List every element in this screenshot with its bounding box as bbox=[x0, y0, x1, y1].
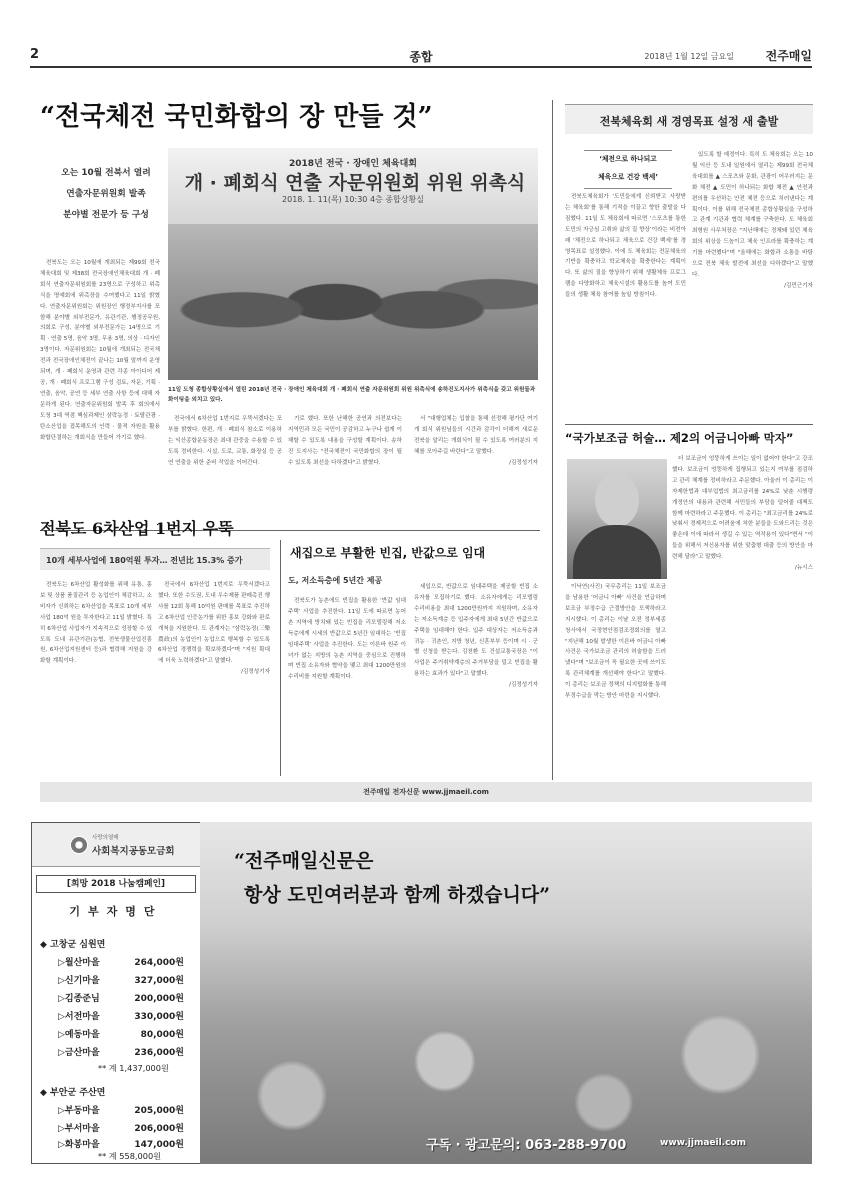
photo-banner-main: 개 · 폐회식 연출 자문위원회 위원 위촉식 bbox=[184, 172, 526, 194]
photo-crowd bbox=[168, 224, 538, 380]
divider bbox=[280, 540, 281, 776]
lead-col2-text: 전국에서 6차산업 1번지로 우뚝서겠다는 포부를 밝혔다. 한편, 개 · 폐회식 참소로 이용하는 익산종합운동장은 최대 관중을 수용할 수 있도록 정비한다. 시설, 도로, 교통, 화장실 등 공연 연출을 위한 준비 작업을 이어간다. bbox=[168, 416, 282, 466]
lead-column-4 bbox=[414, 414, 538, 526]
lead-col1-text: 전북도는 오는 10월에 개최되는 제99회 전국체육대회 및 제38회 전국장애인체육대회 개 · 폐회식 연출자문위원회를 23명으로 구성하고 위촉식을 명예회에 위촉장을 수여했다고 11일 밝혔다. 연출자문위원회는 위원장인 행정부지사를 포함해 분야별 외부전문가, 유관기관, 행정공무원, 의회로 구성, 분야별 외부전문가는 14명으로 기획 · 연출 5명, 음악 3명, 무용 3명, 의상 · 디자인 3명이다. 자문위원회는 10월에 개최되는 전국체전과 전국장애인체전이 끝나는 10월 말까지 운영되며, 개 · 폐회식 운영과 관련 각종 아이디어 제공, 개 · 폐회식 프로그램 구성 검토, 자문, 기획 · 연출, 음악, 공연 등 세부 연출 사항 등에 대해 자문하게 된다. 연출자문위원회 발족 후 회의에서 도청 3대 역점 핵심과제인 삼락농정 · 토탈관광 · 탄소산업을 접목해도의 인력 · 물적 자원을 활용 화합단결하는 개회식을 만들어 가기로 했다. bbox=[40, 260, 160, 441]
page-number: 2 bbox=[30, 47, 40, 62]
sixth-industry-deck bbox=[40, 548, 270, 570]
housing-headline: 새집으로 부활한 빈집, 반값으로 임대 bbox=[290, 546, 486, 560]
e-paper-strip bbox=[40, 782, 812, 802]
ad-contact: 구독 · 광고문의: 063-288-9700 bbox=[426, 1138, 627, 1153]
subsidy-byline: /뉴시스 bbox=[794, 565, 813, 572]
divider bbox=[584, 188, 672, 189]
donor-name: ▷서전마을 bbox=[58, 1012, 100, 1022]
lead-headline: “전국체전 국민화합의 장 만들 것” bbox=[40, 102, 433, 132]
sports-column-1 bbox=[565, 192, 686, 416]
donor-name: ▷금산마을 bbox=[58, 1048, 100, 1058]
subsidy-headline: “국가보조금 허술… 제2의 어금니아빠 막자” bbox=[565, 431, 794, 445]
subsidy-column-1 bbox=[565, 582, 666, 776]
sixth-byline: /김정성기자 bbox=[241, 669, 270, 676]
ad-slogan-line-2: 항상 도민여러분과 함께 하겠습니다” bbox=[244, 884, 551, 906]
lead-col3-text: 기로 했다. 또한 난해한 공연과 의전보다는 지역민과 모든 국민이 공감하고 누구나 쉽게 이해할 수 있도록 내용을 구성할 계획이다. 송하진 도지사는 "전국체전이 국민화합의 장이 될 수 있도록 최선을 다하겠다"고 밝혔다. bbox=[288, 416, 402, 466]
prime-minister-photo bbox=[567, 459, 667, 579]
sports-subhead: 체육으로 건강 백세’ bbox=[598, 173, 658, 181]
sports-column-2 bbox=[692, 150, 813, 418]
donor-name: ▷부서마을 bbox=[58, 1124, 100, 1134]
donor-list-box bbox=[31, 822, 201, 1164]
lead-byline: /김정성기자 bbox=[509, 459, 538, 466]
donor-amount: 206,000원 bbox=[134, 1124, 184, 1134]
section-label: 종합 bbox=[409, 50, 433, 64]
sports-col1-text: 전북도체육회가 ‘도민들에게 신뢰받고 사랑받는 체육회’를 통해 기적을 이끌고 향한 출발을 다짐했다. 11일 도 체육회에 따르면 ‘스포츠를 통한 도민의 자긍심 고취와 삶의 질 향상’이라는 비전아래 ‘체전으로 하나되고 체육으로 건강 백세’를 경영목표로 설정했다. 이에 도 체육회는 전문체육의 기반을 확충하고 학교체육을 확충한다는 계획이다. 또 삶의 질을 향상하기 위해 생활체육 프로그램을 다양화하고 체육시설의 활용도를 높여 도민들의 생활 체육 참여를 높일 방침이다. bbox=[565, 194, 686, 299]
lead-col4-text: 서 "대행업체는 입찰을 통해 선정해 평가단 여기 개 회식 위원님들의 시간과 감각이 더해져 새로운 전북을 알리는 개회식이 될 수 있도록 여러분의 지혜를 모아주길 바란다"고 말했다. bbox=[414, 416, 538, 455]
sixth-col1-text: 전북도는 6차산업 활성화를 위해 유통, 홍보 및 상품 품질관리 등 농업인이 체감하고, 소비자가 신뢰하는 6차산업을 목표로 10개 세부사업 180억 원을 투자한다고 11일 밝혔다. 특히 6차산업 사업자가 지속적으로 성장할 수 있도록 도내 유관기관(농협, 전북생물산업진흥원, 6차산업지원센터 등)과 협력해 지원을 강화할 계획이다. bbox=[40, 582, 152, 665]
page-header bbox=[30, 46, 812, 68]
donor-amount: 236,000원 bbox=[134, 1048, 184, 1058]
sports-col2-text: 있도록 할 예정이다. 특히 도 체육회는 오는 10월 익산 등 도내 일원에서 열리는 제99회 전국체육대회를 ▲ 스포츠와 문화, 관광이 어우러지는 문화 체전 ▲ 도민이 하나되는 화합 체전 ▲ 안전과 편의를 우선하는 안전 체전 등으로 치러낸다는 계획이다. 이를 위해 전국체전 종합상황실을 구성하고 관계 기관과 협력 체계를 구축한다. 도 체육회 최형원 사무처장은 "지난해에는 정체돼 있던 체육회의 위상을 드높이고 체육 인프라를 확충하는 계기를 마련했다"며 "올해에는 화합과 소통을 바탕으로 전북 체육 발전에 최선을 다하겠다"고 말했다. bbox=[692, 152, 813, 278]
housing-byline: /김정성기자 bbox=[509, 682, 538, 689]
donor-region: ◆ 고창군 심원면 bbox=[40, 940, 106, 950]
lead-photo bbox=[168, 148, 538, 380]
sports-subhead: ‘체전으로 하나되고 bbox=[599, 155, 657, 163]
sports-title-box bbox=[565, 104, 813, 134]
sixth-industry-headline: 전북도 6차산업 1번지 우뚝 bbox=[40, 519, 234, 538]
photo-face bbox=[595, 473, 639, 527]
donor-amount: 205,000원 bbox=[134, 1106, 184, 1116]
sixth-column-2 bbox=[158, 580, 270, 776]
lead-column-1 bbox=[40, 258, 160, 526]
photo-banner bbox=[168, 148, 538, 224]
org-small-name: 사랑의열매 bbox=[92, 835, 119, 841]
paper-brand: 전주매일 bbox=[765, 49, 812, 63]
donor-name: ▷월산마을 bbox=[58, 958, 100, 968]
donor-name: ▷신기마을 bbox=[58, 976, 100, 986]
housing-col2-text: 세입으로, 반값으로 임대주택을 제공할 빈집 소유자를 모집하기로 했다. 소유자에게는 리모델링 수리비용을 최대 1200만원까지 지원하며, 소유자는 저소득계층 등 입주자에게 최대 5년간 반값으로 주택을 임대해야 한다. 입주 대상자는 저소득층과 귀농 · 귀촌인, 지방 청년, 신혼부부 등이며 시 · 군별 신청을 받는다. 김천환 도 건설교통국장은 "이 사업은 주거취약계층의 주거부담을 덜고 빈집을 활용하는 효과가 있다"고 말했다. bbox=[414, 584, 538, 678]
sixth-industry-deck-text: 10개 세부사업에 180억원 투자… 전년比 15.3% 증가 bbox=[46, 556, 243, 565]
lead-column-3 bbox=[288, 414, 402, 526]
photo-banner-top: 2018년 전국 · 장애인 체육대회 bbox=[289, 159, 417, 169]
sports-byline: /김민근기자 bbox=[784, 282, 813, 289]
divider bbox=[552, 100, 553, 780]
donor-list-title: 기부자명단 bbox=[69, 905, 163, 918]
photo-suit bbox=[573, 525, 661, 579]
lead-subhead: 오는 10월 전북서 열려 bbox=[61, 168, 151, 178]
e-paper-strip-text: 전주매일 전자신문 www.jjmaeil.com bbox=[363, 788, 489, 796]
lead-subheads bbox=[52, 163, 160, 226]
housing-column-2 bbox=[414, 582, 538, 776]
donor-amount: 80,000원 bbox=[140, 1030, 184, 1040]
donor-name: ▷김종준님 bbox=[58, 994, 100, 1004]
housing-col1-text: 전북도가 농촌에도 빈집을 활용한 ‘반값 임대주택’ 사업을 추진한다. 11일 도에 따르면 농어촌 지역에 방치돼 있는 빈집을 리모델링해 저소득층에게 시세의 반값으로 5년간 임대하는 ‘빈집 임대주택’ 사업을 추진한다. 도는 이른바 원주 이녀가 없는 지방의 농촌 지역을 중심으로 진행하며 빈집 소유자와 협약을 맺고 최대 1200만원의 수리비를 지원할 계획이다. bbox=[288, 598, 406, 681]
subsidy-col2-text: 더 보조금이 엉뚱하게 쓰이는 일이 없어야 한다"고 강조했다. 보조금이 엉뚱하게 집행되고 있는지 여부를 점검하고 관리 체계를 정비하라고 주문했다. 아울러 이 총리는 이자제한법과 대부업법의 최고금리를 24%로 낮춘 시행령 개정안의 내용과 관련해 서민들의 부담을 덜어줄 대책도 함께 마련하라고 주문했다. 이 총리는 "최고금리를 24%로 낮춰서 경제적으로 어려움에 처한 분들을 도와드리는 것은 좋은데 이에 따라서 생길 수 있는 역작용이 있다"면서 "이들을 위해서 저신용자를 위한 맞춤형 대출 등의 방안을 마련해 달라"고 말했다. bbox=[672, 456, 813, 561]
fruit-logo-icon bbox=[70, 836, 88, 854]
divider bbox=[584, 150, 672, 151]
housing-column-1 bbox=[288, 596, 406, 776]
subsidy-column-2 bbox=[672, 454, 813, 776]
ad-url[interactable]: www.jjmaeil.com bbox=[660, 1138, 746, 1148]
donor-amount: 200,000원 bbox=[134, 994, 184, 1004]
divider bbox=[565, 424, 813, 425]
lead-photo-caption: 11일 도청 종합상황실에서 열린 2018년 전국 · 장애인 체육대회 개 · 폐회식 연출 자문위원회 위원 위촉식에 송하진도지사가 위촉식을 갖고 위원들과 화이팅을 외치고 있다. bbox=[168, 387, 536, 403]
housing-deck-text: 도, 저소득층에 5년간 제공 bbox=[288, 576, 383, 585]
donor-region: ◆ 부안군 주산면 bbox=[40, 1088, 106, 1098]
donor-total: ** 계 558,000원 bbox=[98, 1151, 162, 1161]
sixth-column-1 bbox=[40, 580, 152, 776]
donor-amount: 264,000원 bbox=[134, 958, 184, 968]
donor-name: ▷부동마을 bbox=[58, 1106, 100, 1116]
donor-amount: 330,000원 bbox=[134, 1012, 184, 1022]
house-advertisement bbox=[200, 822, 812, 1164]
lead-column-2 bbox=[168, 414, 282, 526]
subsidy-col1-text: 이낙연(사진) 국무총리는 11일 보조금을 남용한 ‘어금니 아빠’ 사건을 언급하며 보조금 부정수급 근절방안을 모색하라고 지시했다. 이 총리는 이날 오전 정부세종청사에서 국정현안점검조정회의를 열고 "지난해 10월 발생한 이른바 어금니 아빠 사건은 국가보조금 관리의 허술함을 드러냈다"며 "보조금이 꼭 필요한 곳에 쓰이도록 관리체계를 개선해야 한다"고 말했다. 이 총리는 보조금 정책의 디지털화를 통해 부정수급을 막는 방안 마련을 지시했다. bbox=[565, 584, 666, 700]
donor-amount: 147,000원 bbox=[134, 1140, 184, 1150]
donor-name: ▷예동마을 bbox=[58, 1030, 100, 1040]
lead-subhead: 분야별 전문가 등 구성 bbox=[63, 210, 149, 220]
sports-subheads bbox=[570, 150, 686, 186]
donor-amount: 327,000원 bbox=[134, 976, 184, 986]
sixth-col2-text: 전국에서 6차산업 1번지로 우뚝서겠다고 했다. 또한 수도권, 도내 우수제품 판매촉진 행사를 12회 통해 10억원 판매를 목표로 추진하고 6차산업 인증농가를 위한 홍보 강화와 판로 개척을 지원한다. 도 관계자는 "삼락농정(三樂農政)의 농업인이 농업으로 행복할 수 있도록 6차산업 경쟁력을 확보하겠다"며 "지원 확대에 더욱 노력하겠다"고 말했다. bbox=[158, 582, 270, 665]
sports-title: 전북체육회 새 경영목표 설정 새 출발 bbox=[599, 115, 779, 128]
donor-name: ▷화봉마을 bbox=[58, 1140, 100, 1150]
ad-slogan-line-1: “전주매일신문은 bbox=[234, 850, 374, 872]
donor-list-header bbox=[32, 823, 200, 867]
campaign-label: [희망 2018 나눔캠페인] bbox=[36, 875, 196, 893]
lead-subhead: 연출자문위원회 발족 bbox=[66, 189, 146, 199]
donor-total: ** 계 1,437,000원 bbox=[98, 1063, 169, 1073]
photo-banner-date: 2018. 1. 11(목) 10:30 4층 종합상황실 bbox=[282, 195, 424, 204]
issue-date: 2018년 1월 12일 금요일 bbox=[644, 52, 734, 61]
org-name: 사회복지공동모금회 bbox=[92, 846, 175, 857]
